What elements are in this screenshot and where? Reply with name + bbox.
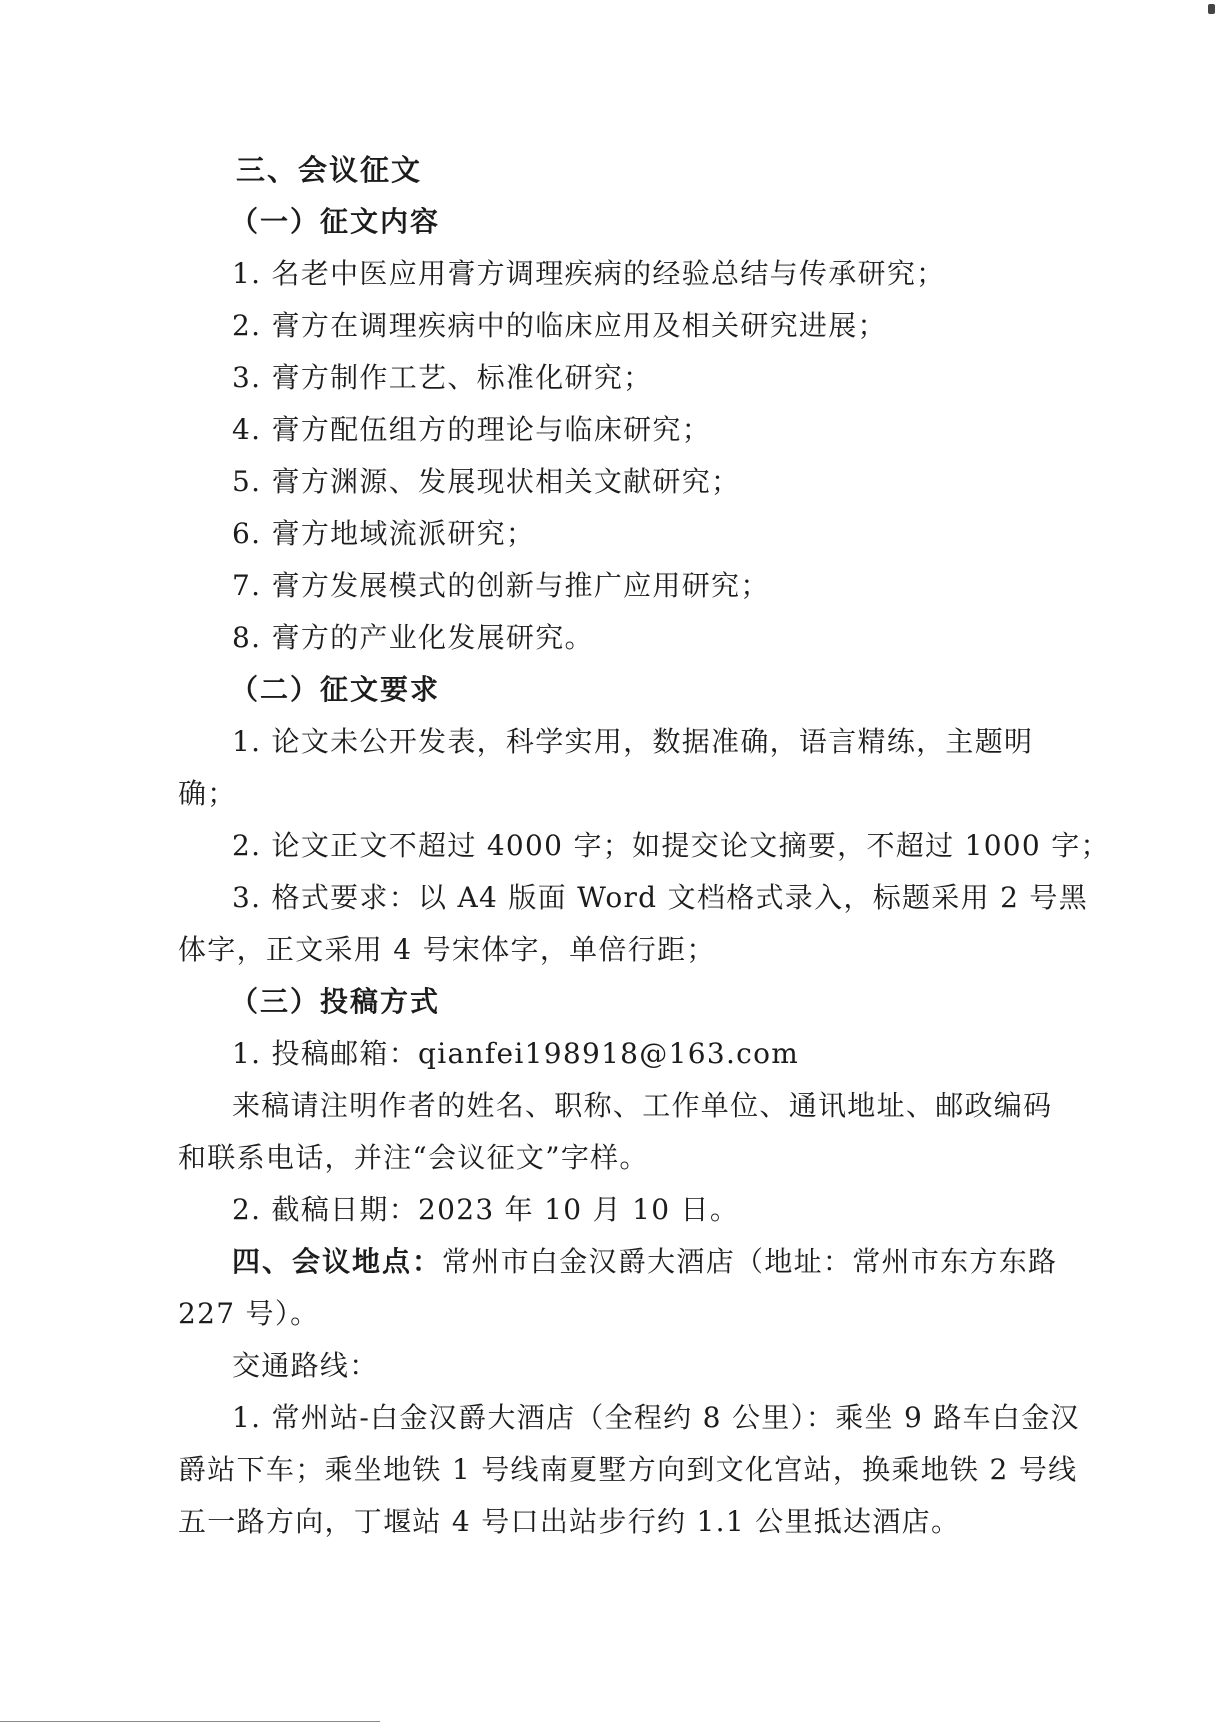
requirement-1-cont: 确； bbox=[178, 777, 237, 810]
route-1: 1. 常州站-白金汉爵大酒店（全程约 8 公里）：乘坐 9 路车白金汉 bbox=[232, 1401, 1080, 1434]
submit-email: 1. 投稿邮箱：qianfei198918@163.com bbox=[232, 1037, 800, 1070]
requirement-3-cont: 体字，正文采用 4 号宋体字，单倍行距； bbox=[178, 933, 716, 966]
topic-item: 5. 膏方渊源、发展现状相关文献研究； bbox=[232, 465, 741, 498]
traffic-heading: 交通路线： bbox=[232, 1349, 379, 1382]
topic-item: 2. 膏方在调理疾病中的临床应用及相关研究进展； bbox=[232, 309, 887, 342]
topic-item: 3. 膏方制作工艺、标准化研究； bbox=[232, 361, 653, 394]
section4-label: 四、会议地点： bbox=[232, 1245, 443, 1278]
section4-cont: 227 号）。 bbox=[178, 1297, 320, 1330]
deadline: 2. 截稿日期：2023 年 10 月 10 日。 bbox=[232, 1193, 740, 1226]
sub1-heading: （一）征文内容 bbox=[230, 205, 441, 238]
submission-note: 来稿请注明作者的姓名、职称、工作单位、通讯地址、邮政编码 bbox=[232, 1089, 1053, 1122]
bottom-edge-line bbox=[0, 1721, 380, 1722]
sub2-heading: （二）征文要求 bbox=[230, 673, 441, 706]
section4-text: 常州市白金汉爵大酒店（地址：常州市东方东路 bbox=[442, 1245, 1058, 1278]
requirement-1: 1. 论文未公开发表，科学实用，数据准确，语言精练，主题明 bbox=[232, 725, 1034, 758]
route-1-cont: 五一路方向，丁堰站 4 号口出站步行约 1.1 公里抵达酒店。 bbox=[178, 1505, 961, 1538]
section4-venue bbox=[232, 1244, 1057, 1280]
route-1-cont: 爵站下车；乘坐地铁 1 号线南夏墅方向到文化宫站，换乘地铁 2 号线 bbox=[178, 1453, 1078, 1486]
scan-mark bbox=[1208, 4, 1215, 14]
topic-item: 6. 膏方地域流派研究； bbox=[232, 517, 536, 550]
section3-heading: 三、会议征文 bbox=[236, 153, 423, 187]
topic-item: 7. 膏方发展模式的创新与推广应用研究； bbox=[232, 569, 770, 602]
topic-item: 8. 膏方的产业化发展研究。 bbox=[232, 621, 594, 654]
requirement-2: 2. 论文正文不超过 4000 字；如提交论文摘要，不超过 1000 字； bbox=[232, 829, 1110, 862]
topic-item: 4. 膏方配伍组方的理论与临床研究； bbox=[232, 413, 712, 446]
requirement-3: 3. 格式要求：以 A4 版面 Word 文档格式录入，标题采用 2 号黑 bbox=[232, 881, 1089, 914]
sub3-heading: （三）投稿方式 bbox=[230, 985, 441, 1018]
topic-item: 1. 名老中医应用膏方调理疾病的经验总结与传承研究； bbox=[232, 257, 946, 290]
submission-note-cont: 和联系电话，并注“会议征文”字样。 bbox=[178, 1141, 649, 1174]
